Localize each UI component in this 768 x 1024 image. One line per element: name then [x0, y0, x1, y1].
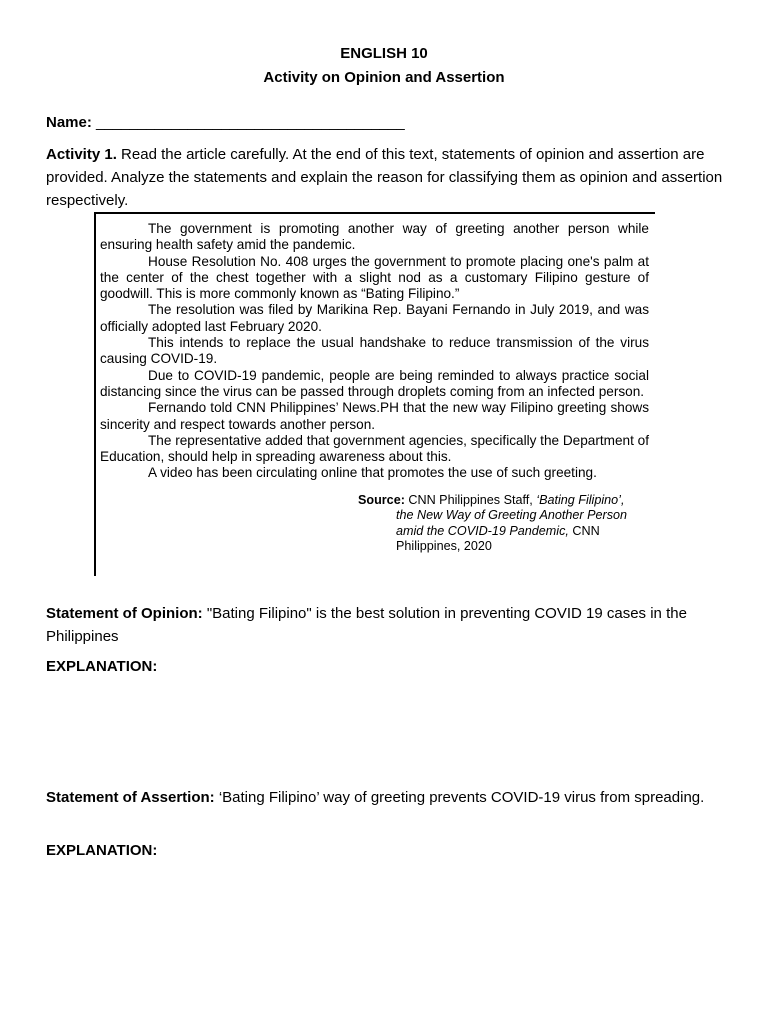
assertion-text: ‘Bating Filipino’ way of greeting prevents COVID-19 virus from spreading. [218, 789, 705, 806]
course-title: ENGLISH 10 [340, 45, 428, 62]
article-box [94, 212, 655, 576]
name-blank[interactable]: _____________________________________ [96, 114, 405, 131]
assertion-label: Statement of Assertion: [46, 789, 215, 806]
source-publisher-b: Philippines, 2020 [396, 539, 492, 554]
activity-text: Read the article carefully. At the end of this text, statements of opinion and assertion are provided. Analyze the statements and explain the reason for classifying them as opinion and assertion respectively. [46, 146, 723, 209]
article-paragraph: The representative added that government agencies, specifically the Department of Education, should help in spreading awareness about this. [100, 432, 649, 465]
opinion-statement [46, 602, 726, 648]
article-paragraph: Due to COVID-19 pandemic, people are being reminded to always practice social distancing since the virus can be passed through droplets coming from an infected person. [100, 367, 649, 399]
source-author: CNN Philippines Staff, [408, 492, 533, 507]
source-label: Source: [358, 492, 405, 507]
name-label: Name: [46, 114, 92, 131]
source-title-3: amid the COVID-19 Pandemic, [396, 523, 569, 538]
name-field[interactable] [46, 114, 405, 131]
activity-label: Activity 1. [46, 146, 117, 163]
article-paragraph: This intends to replace the usual handshake to reduce transmission of the virus causing COVID-19. [100, 335, 649, 367]
source-publisher-a: CNN [572, 523, 600, 538]
opinion-label: Statement of Opinion: [46, 605, 203, 622]
source-title-2: the New Way of Greeting Another Person [396, 508, 628, 523]
assertion-statement [46, 786, 726, 809]
source-title-1: ‘Bating Filipino’, [536, 492, 625, 507]
article-paragraph: House Resolution No. 408 urges the government to promote placing one's palm at the center of the chest together with a slight nod as a customary Filipino gesture of goodwill. This is more commonly known as “Bating Filipino.” [100, 253, 649, 302]
activity-instructions [46, 143, 726, 212]
article-paragraph: The government is promoting another way of greeting another person while ensuring health safety amid the pandemic. [100, 221, 649, 253]
article-paragraph: A video has been circulating online that promotes the use of such greeting. [148, 465, 597, 481]
article-source [358, 493, 649, 555]
assertion-explanation-label: EXPLANATION: [46, 842, 158, 859]
article-paragraph: Fernando told CNN Philippines’ News.PH that the new way Filipino greeting shows sincerity and respect towards another person. [100, 400, 649, 432]
opinion-text: "Bating Filipino" is the best solution in preventing COVID 19 cases in the Philippines [46, 605, 687, 645]
article-paragraph: The resolution was filed by Marikina Rep. Bayani Fernando in July 2019, and was officially adopted last February 2020. [100, 302, 649, 334]
opinion-explanation-label: EXPLANATION: [46, 658, 158, 675]
activity-title: Activity on Opinion and Assertion [263, 69, 505, 86]
